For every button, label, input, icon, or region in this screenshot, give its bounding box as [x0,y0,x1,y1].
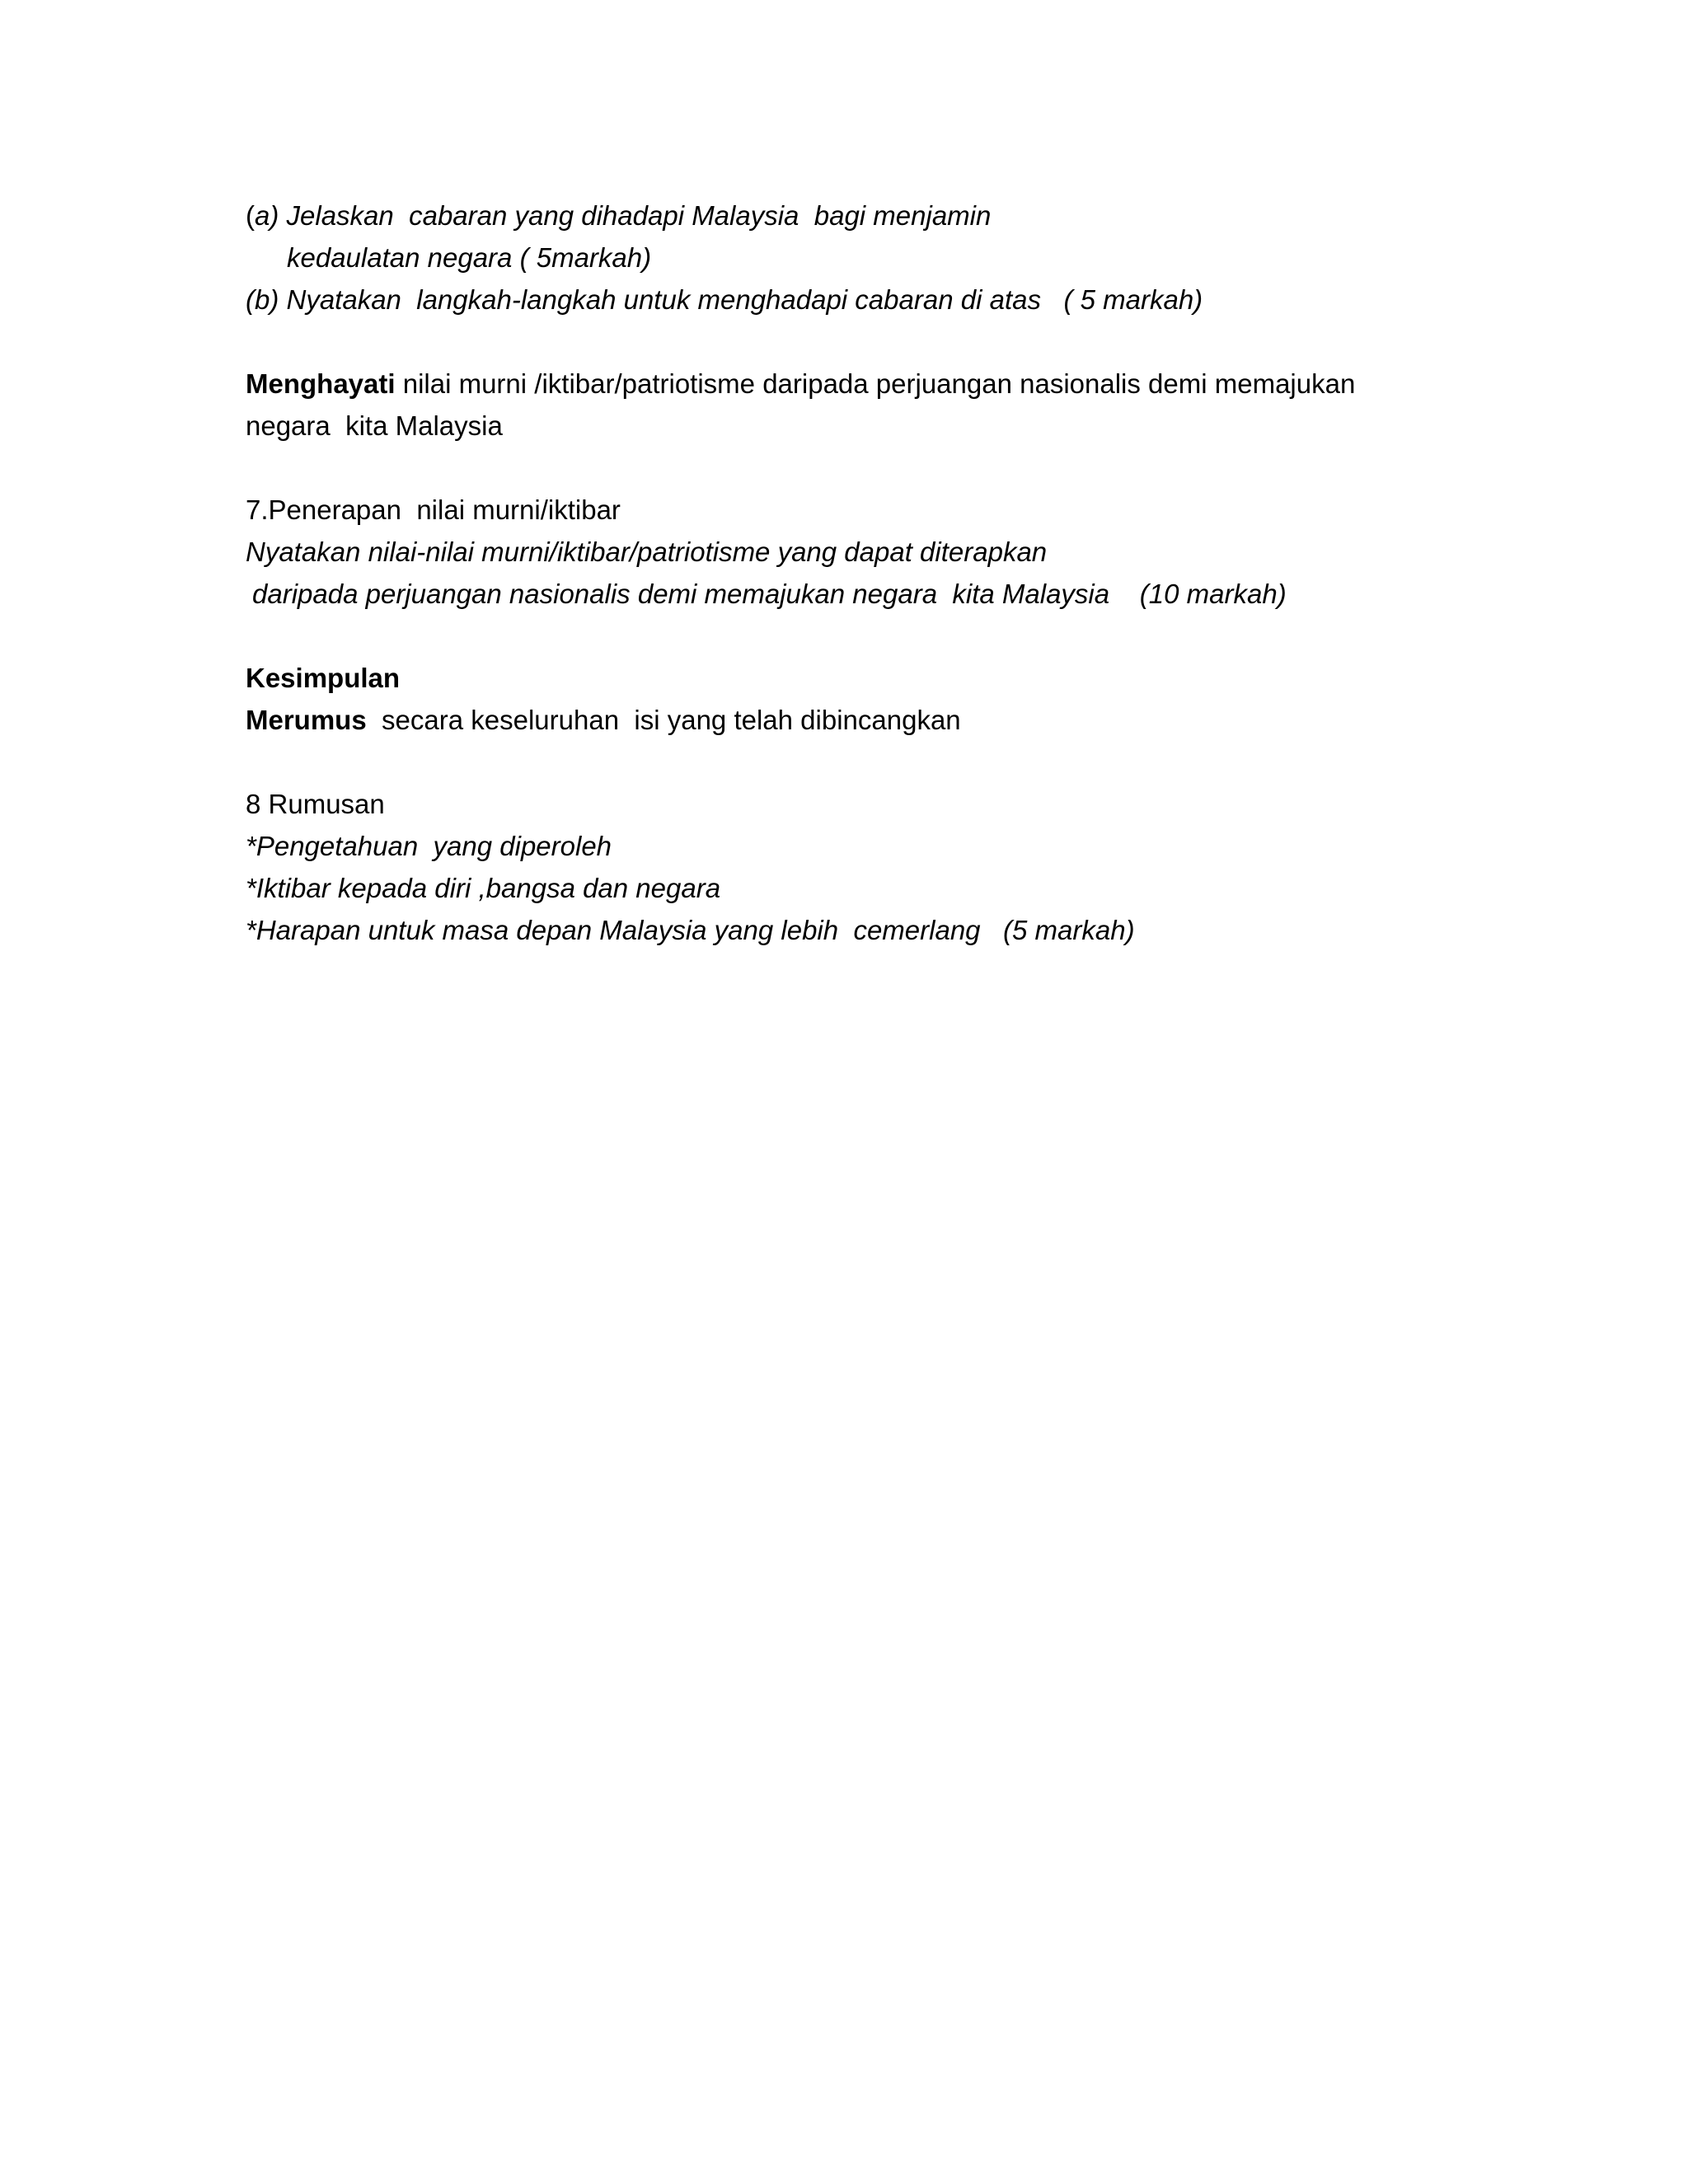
menghayati-line-2: negara kita Malaysia [246,410,503,441]
rumusan-item: *Harapan untuk masa depan Malaysia yang lebih cemerlang (5 markah) [246,915,1135,945]
penerapan-line-2: daripada perjuangan nasionalis demi memajukan negara kita Malaysia (10 markah) [252,579,1287,609]
merumus-line [246,699,1482,741]
document-content [246,194,1482,951]
menghayati-text: nilai murni /iktibar/patriotisme daripada perjuangan nasionalis demi memajukan [395,368,1356,399]
menghayati-bold-word: Menghayati [246,368,396,399]
penerapan-line-1: Nyatakan nilai-nilai murni/iktibar/patriotisme yang dapat diterapkan [246,537,1048,567]
question-a-open-paren: ( [246,200,255,231]
question-a-line-2: kedaulatan negara ( 5markah) [287,242,652,273]
menghayati-line-1 [246,363,1482,405]
question-a-line-1 [246,194,1482,237]
rumusan-item: *Pengetahuan yang diperoleh [246,831,612,861]
question-b-line: (b) Nyatakan langkah-langkah untuk menghadapi cabaran di atas ( 5 markah) [246,284,1203,315]
question-a-text: a) Jelaskan cabaran yang dihadapi Malaysia bagi menjamin [255,200,992,231]
spacer [246,615,1482,657]
penerapan-heading: 7.Penerapan nilai murni/iktibar [246,494,621,525]
spacer [246,447,1482,489]
rumusan-item: *Iktibar kepada diri ,bangsa dan negara [246,873,721,903]
rumusan-heading: 8 Rumusan [246,789,385,819]
merumus-bold-word: Merumus [246,705,367,735]
kesimpulan-heading: Kesimpulan [246,663,401,693]
spacer [246,741,1482,783]
merumus-text: secara keseluruhan isi yang telah dibincangkan [366,705,961,735]
spacer [246,321,1482,363]
